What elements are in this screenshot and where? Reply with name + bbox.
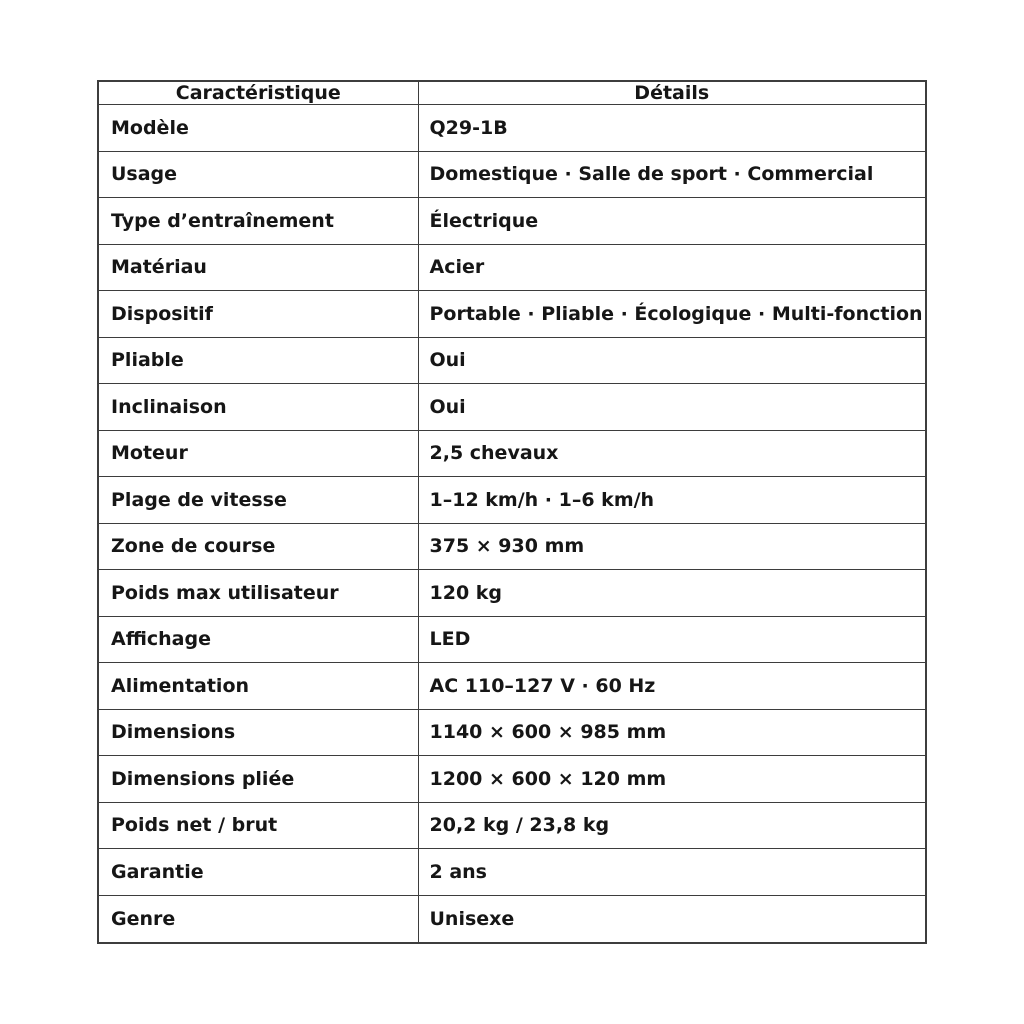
table-row <box>98 105 926 152</box>
row-label: Dimensions pliée <box>98 756 418 803</box>
row-label: Poids net / brut <box>98 802 418 849</box>
table-row <box>98 244 926 291</box>
row-label: Usage <box>98 151 418 198</box>
table-row <box>98 384 926 431</box>
table-row <box>98 523 926 570</box>
row-value: 2,5 chevaux <box>418 430 926 477</box>
row-value: 1140 × 600 × 985 mm <box>418 709 926 756</box>
table-row <box>98 198 926 245</box>
table-header-row <box>98 81 926 105</box>
row-value: 1–12 km/h · 1–6 km/h <box>418 477 926 524</box>
row-value: Portable · Pliable · Écologique · Multi-fonction <box>418 291 926 338</box>
row-label: Plage de vitesse <box>98 477 418 524</box>
header-details: Détails <box>418 81 926 105</box>
row-value: 120 kg <box>418 570 926 617</box>
table-row <box>98 430 926 477</box>
table-row <box>98 570 926 617</box>
row-label: Garantie <box>98 849 418 896</box>
table-row <box>98 756 926 803</box>
row-value: Domestique · Salle de sport · Commercial <box>418 151 926 198</box>
row-label: Affichage <box>98 616 418 663</box>
table-row <box>98 849 926 896</box>
table-row <box>98 663 926 710</box>
specification-table <box>97 80 927 944</box>
table-row <box>98 151 926 198</box>
row-label: Genre <box>98 895 418 943</box>
row-label: Zone de course <box>98 523 418 570</box>
row-label: Dimensions <box>98 709 418 756</box>
row-label: Modèle <box>98 105 418 152</box>
row-label: Matériau <box>98 244 418 291</box>
row-value: LED <box>418 616 926 663</box>
row-label: Dispositif <box>98 291 418 338</box>
row-value: Unisexe <box>418 895 926 943</box>
row-value: Oui <box>418 384 926 431</box>
row-value: 2 ans <box>418 849 926 896</box>
row-value: 375 × 930 mm <box>418 523 926 570</box>
table-row <box>98 337 926 384</box>
table-row <box>98 895 926 943</box>
table-row <box>98 616 926 663</box>
row-value: Électrique <box>418 198 926 245</box>
row-value: AC 110–127 V · 60 Hz <box>418 663 926 710</box>
row-value: Acier <box>418 244 926 291</box>
table-row <box>98 477 926 524</box>
row-label: Pliable <box>98 337 418 384</box>
row-label: Inclinaison <box>98 384 418 431</box>
row-value: 1200 × 600 × 120 mm <box>418 756 926 803</box>
row-label: Alimentation <box>98 663 418 710</box>
row-label: Poids max utilisateur <box>98 570 418 617</box>
table-row <box>98 802 926 849</box>
header-characteristic: Caractéristique <box>98 81 418 105</box>
row-value: 20,2 kg / 23,8 kg <box>418 802 926 849</box>
row-value: Q29-1B <box>418 105 926 152</box>
row-label: Type d’entraînement <box>98 198 418 245</box>
table-row <box>98 291 926 338</box>
table-row <box>98 709 926 756</box>
row-label: Moteur <box>98 430 418 477</box>
row-value: Oui <box>418 337 926 384</box>
